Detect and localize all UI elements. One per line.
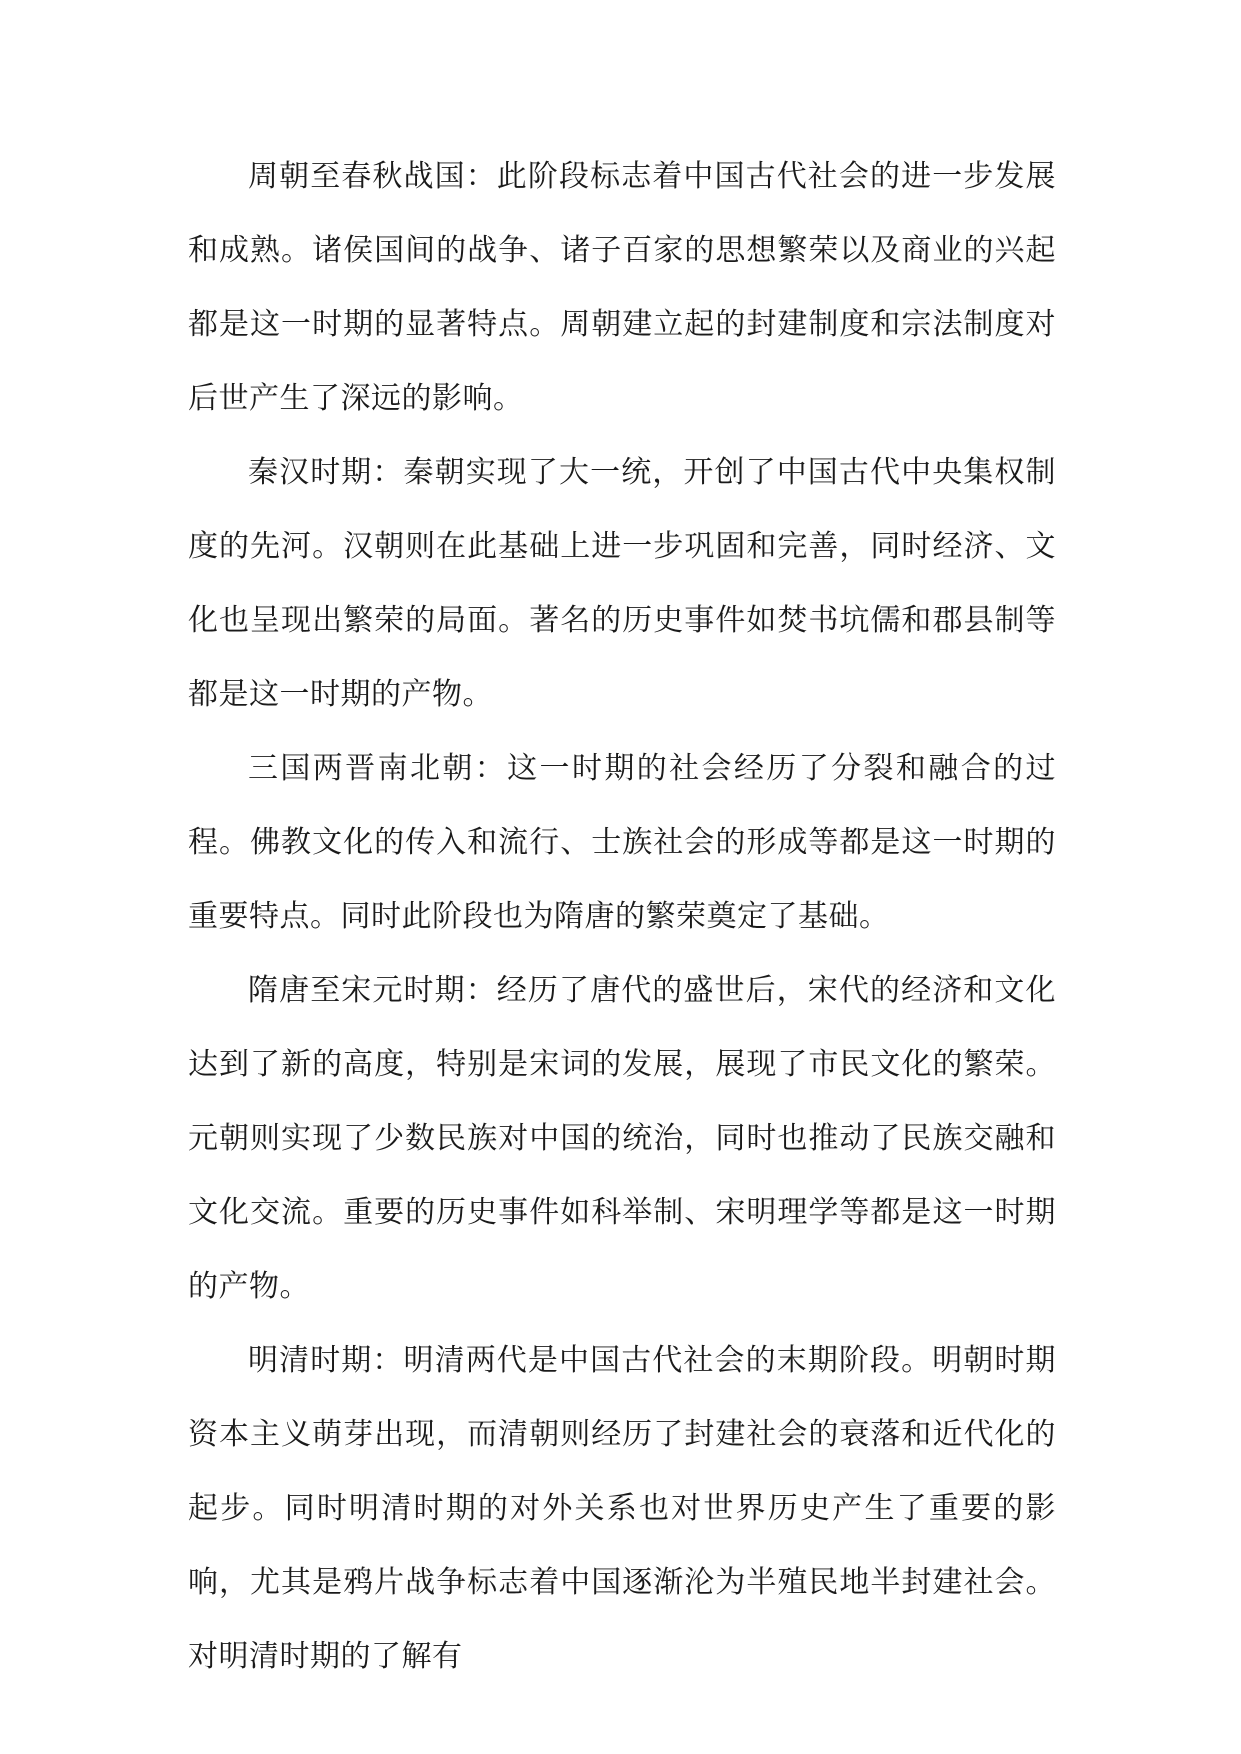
paragraph-zhou-chunqiu-zhanguo: 周朝至春秋战国：此阶段标志着中国古代社会的进一步发展和成熟。诸侯国间的战争、诸子百家的思想繁荣以及商业的兴起都是这一时期的显著特点。周朝建立起的封建制度和宗法制度对后世产生了深远的影响。	[188, 159, 1056, 416]
paragraph-sanguo-liangjin-nanbeichao: 三国两晋南北朝：这一时期的社会经历了分裂和融合的过程。佛教文化的传入和流行、士族社会的形成等都是这一时期的重要特点。同时此阶段也为隋唐的繁荣奠定了基础。	[188, 751, 1056, 934]
paragraph-suitang-songyuan: 隋唐至宋元时期：经历了唐代的盛世后，宋代的经济和文化达到了新的高度，特别是宋词的发展，展现了市民文化的繁荣。元朝则实现了少数民族对中国的统治，同时也推动了民族交融和文化交流。重要的历史事件如科举制、宋明理学等都是这一时期的产物。	[188, 973, 1056, 1304]
paragraph-ming-qing: 明清时期：明清两代是中国古代社会的末期阶段。明朝时期资本主义萌芽出现，而清朝则经历了封建社会的衰落和近代化的起步。同时明清时期的对外关系也对世界历史产生了重要的影响，尤其是鸦片战争标志着中国逐渐沦为半殖民地半封建社会。对明清时期的了解有	[188, 1343, 1056, 1674]
document-body	[188, 140, 1056, 1694]
paragraph-qin-han: 秦汉时期：秦朝实现了大一统，开创了中国古代中央集权制度的先河。汉朝则在此基础上进一步巩固和完善，同时经济、文化也呈现出繁荣的局面。著名的历史事件如焚书坑儒和郡县制等都是这一时期的产物。	[188, 455, 1056, 712]
